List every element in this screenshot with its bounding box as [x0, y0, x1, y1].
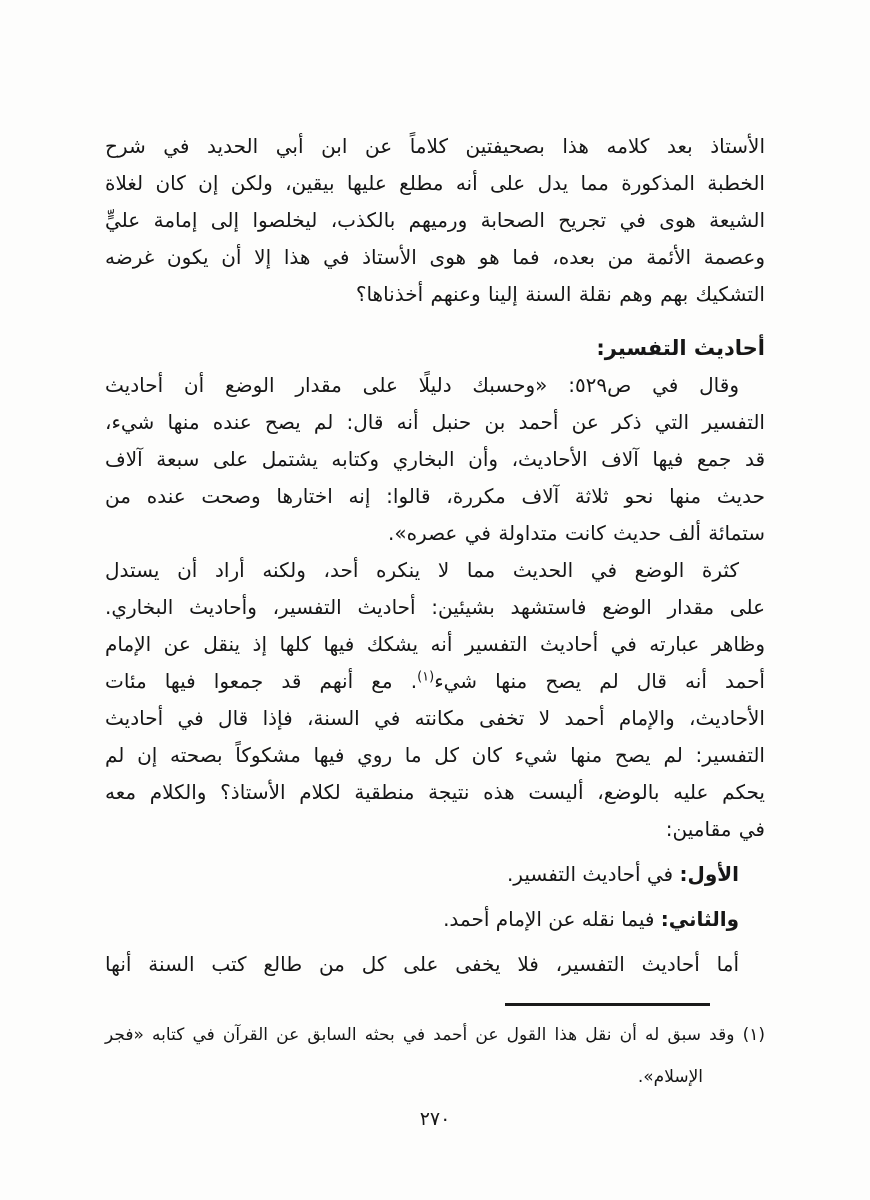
footnote-line: (١) وقد سبق له أن نقل هذا القول عن أحمد في بحثه السابق عن القرآن في كتابه «فجر: [105, 1025, 765, 1045]
list-item-first: [105, 856, 765, 893]
footnote-line: الإسلام».: [637, 1067, 703, 1087]
body-line: في مقامين:: [665, 817, 765, 841]
list-item-second: [105, 901, 765, 938]
paragraph-4: [105, 946, 765, 983]
note-line-post: . مع أنهم قد جمعوا فيها مئات: [105, 669, 418, 693]
item-text: فيما نقله عن الإمام أحمد.: [443, 907, 655, 931]
footnote-divider: [505, 1003, 710, 1006]
body-line: على مقدار الوضع فاستشهد بشيئين: أحاديث التفسير، وأحاديث البخاري.: [105, 595, 765, 619]
body-line-with-note: [105, 663, 765, 700]
paragraph-1: [105, 128, 765, 313]
body-line: الخطبة المذكورة مما يدل على أنه مطلع عليها بيقين، ولكن إن كان لغلاة: [105, 171, 765, 195]
body-line: وظاهر عبارته في أحاديث التفسير أنه يشكك فيها كلها إذ ينقل عن الإمام: [105, 632, 765, 656]
page-content: [105, 0, 765, 1130]
footnote-marker: (١): [417, 669, 435, 685]
section-heading: أحاديث التفسير:: [596, 336, 765, 360]
body-line: وقال في ص٥٢٩: «وحسبك دليلًا على مقدار الوضع أن أحاديث: [105, 373, 739, 397]
item-label: والثاني:: [660, 907, 739, 931]
body-line: التفسير التي ذكر عن أحمد بن حنبل أنه قال: لم يصح عنده منها شيء،: [105, 410, 765, 434]
paragraph-2: [105, 367, 765, 552]
paragraph-3: [105, 552, 765, 848]
body-line: الشيعة هوى في تجريح الصحابة ورميهم بالكذب، ليخلصوا إلى إمامة عليٍّ: [105, 208, 765, 232]
body-line: قد جمع فيها آلاف الأحاديث، وأن البخاري وكتابه يشتمل على سبعة آلاف: [105, 447, 765, 471]
footnote: [105, 1014, 765, 1098]
item-label: الأول:: [679, 862, 739, 886]
body-line: وعصمة الأئمة من بعده، فما هو هوى الأستاذ في هذا إلا أن يكون غرضه: [105, 245, 765, 269]
body-line: التفسير: لم يصح منها شيء كان كل ما روي فيها مشكوكاً بصحته إن لم: [105, 743, 765, 767]
body-line: أما أحاديث التفسير، فلا يخفى على كل من طالع كتب السنة أنها: [105, 952, 739, 976]
body-line: الأحاديث، والإمام أحمد لا تخفى مكانته في السنة، فإذا قال في أحاديث: [105, 706, 765, 730]
page-number: ٢٧٠: [419, 1108, 451, 1130]
body-line: الأستاذ بعد كلامه هذا بصحيفتين كلاماً عن ابن أبي الحديد في شرح: [105, 134, 765, 158]
item-text: في أحاديث التفسير.: [506, 862, 674, 886]
body-line: حديث منها نحو ثلاثة آلاف مكررة، قالوا: إنه اختارها وصحت عنده من: [105, 484, 765, 508]
body-line: كثرة الوضع في الحديث مما لا ينكره أحد، ولكنه أراد أن يستدل: [105, 558, 739, 582]
body-line: التشكيك بهم وهم نقلة السنة إلينا وعنهم أخذناها؟: [355, 282, 765, 306]
body-line: ستمائة ألف حديث كانت متداولة في عصره».: [387, 521, 765, 545]
body-line: يحكم عليه بالوضع، أليست هذه نتيجة منطقية لكلام الأستاذ؟ والكلام معه: [105, 780, 765, 804]
note-line-pre: أحمد أنه قال لم يصح منها شيء: [434, 669, 765, 693]
